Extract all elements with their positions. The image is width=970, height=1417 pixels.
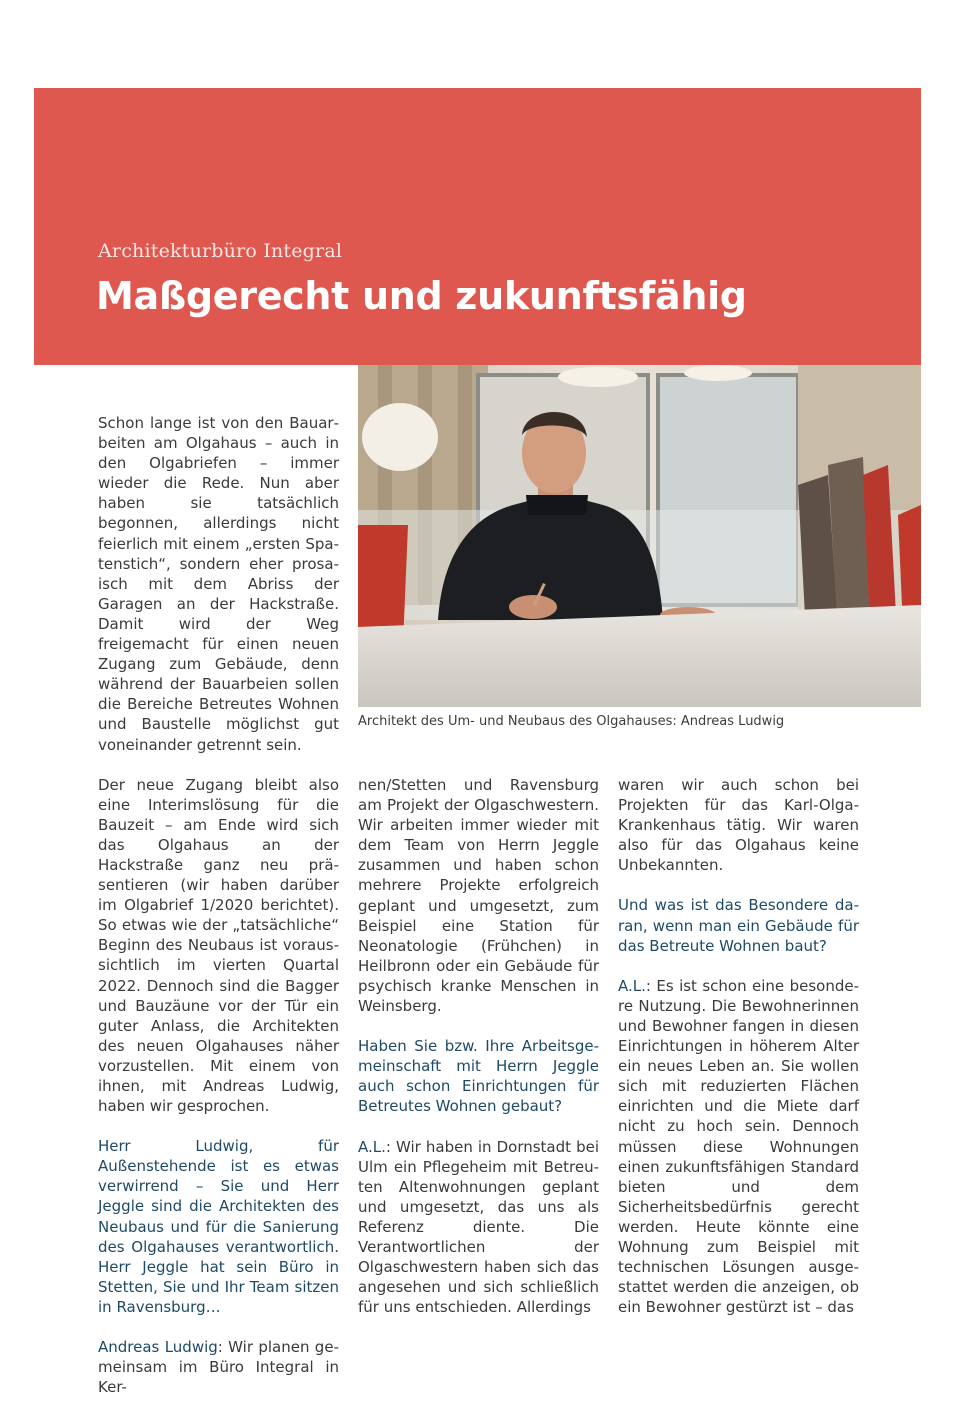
photo-caption: Architekt des Um- und Neubaus des Olgahauses: Andreas Ludwig <box>358 714 785 729</box>
interview-question: Haben Sie bzw. Ihre Arbeitsgemeinschaft mit Herrn Jeggle auch schon Einrichtungen für Betreutes Wohnen gebaut? <box>358 1037 599 1116</box>
photo-illustration <box>358 365 921 707</box>
header-banner <box>34 88 921 365</box>
interview-answer <box>358 1137 599 1318</box>
intro-paragraph: Schon lange ist von den Bauarbeiten am Olgahaus – auch in den Olgabriefen – immer wieder die Rede. Nun aber haben sie tatsächlich begonnen, allerdings nicht feierlich mit einem „ersten Spatenstich“, sondern eher prosaisch mit dem Abriss der Garagen an der Hackstraße. Damit wird der Weg freigemacht für einen neuen Zugang zum Gebäude, denn während der Bauarbeien sollen die Bereiche Betreutes Wohnen und Baustelle möglichst gut voneinander getrennt sein. <box>98 414 339 754</box>
body-paragraph: Der neue Zugang bleibt also eine Interimslösung für die Bauzeit – am Ende wird sich das Olgahaus an der Hackstraße ganz neu präsentieren (wir haben darüber im Olgabrief 1/2020 berichtet). So etwas wie der „tatsächliche“ Beginn des Neubaus ist voraussichtlich im vierten Quartal 2022. Dennoch sind die Bagger und Bauzäune vor der Tür ein guter Anlass, die Architekten des neuen Olgahauses näher vorzustellen. Mit einem von ihnen, mit Andreas Ludwig, haben wir gesprochen. <box>98 775 339 1116</box>
interview-answer <box>98 1337 339 1397</box>
answer-continuation: waren wir auch schon bei Projekten für das Karl-Olga-Krankenhaus tätig. Wir waren also für das Olgahaus keine Unbekannten. <box>618 776 859 875</box>
article-title: Maßgerecht und zukunftsfähig <box>96 274 747 318</box>
speaker-initials: A.L. <box>358 1137 386 1156</box>
interview-question: Und was ist das Besondere daran, wenn man ein Gebäude für das Betreute Wohnen baut? <box>618 896 859 955</box>
column-2 <box>358 775 599 1337</box>
speaker-name: Andreas Ludwig <box>98 1338 218 1357</box>
section-kicker: Architekturbüro Integral <box>98 240 343 262</box>
answer-text: : Es ist schon eine besondere Nutzung. Die Bewohnerinnen und Bewohner fangen in diesen Einrichtungen in höherem Alter ein neues Leben an. Sie wollen sich mit reduzierten Flächen einrichten und die Miete darf nicht zu hoch sein. Dennoch müssen diese Wohnungen einen zukunftsfähigen Standard bieten und dem Sicherheitsbedürfnis gerecht werden. Heute könnte eine Wohnung zum Beispiel mit technischen Lösungen ausgestattet werden die anzeigen, ob ein Bewohner gestürzt ist – das <box>618 976 859 1317</box>
portrait-photo <box>358 365 921 707</box>
column-1 <box>98 413 339 1417</box>
answer-text: : Wir haben in Dornstadt bei Ulm ein Pflegeheim mit Betreuten Altenwohnungen geplant und umgesetzt, das uns als Referenz diente. Die Verantwortlichen der Olgaschwestern haben sich das angesehen und sich schließlich für uns entschieden. Allerdings <box>358 1137 599 1317</box>
answer-continuation: nen/Stetten und Ravensburg am Projekt der Olgaschwestern. Wir arbeiten immer wieder mit dem Team von Herrn Jeggle zusammen und haben schon mehrere Projekte erfolgreich geplant und umgesetzt, zum Beispiel eine Station für Neonatologie (Frühchen) in Heilbronn oder ein Gebäude für psychisch kranke Menschen in Weinsberg. <box>358 776 599 1016</box>
answer-text: : Wir planen gemeinsam im Büro Integral in Ker- <box>98 1338 339 1397</box>
speaker-initials: A.L. <box>618 976 646 995</box>
interview-question: Herr Ludwig, für Außenstehende ist es etwas verwirrend – Sie und Herr Jeggle sind die Architekten des Neubaus und für die Sanierung des Olgahauses verantwortlich. Herr Jeggle hat sein Büro in Stetten, Sie und Ihr Team sitzen in Ravensburg… <box>98 1137 339 1316</box>
interview-answer <box>618 976 859 1318</box>
column-3 <box>618 775 859 1337</box>
